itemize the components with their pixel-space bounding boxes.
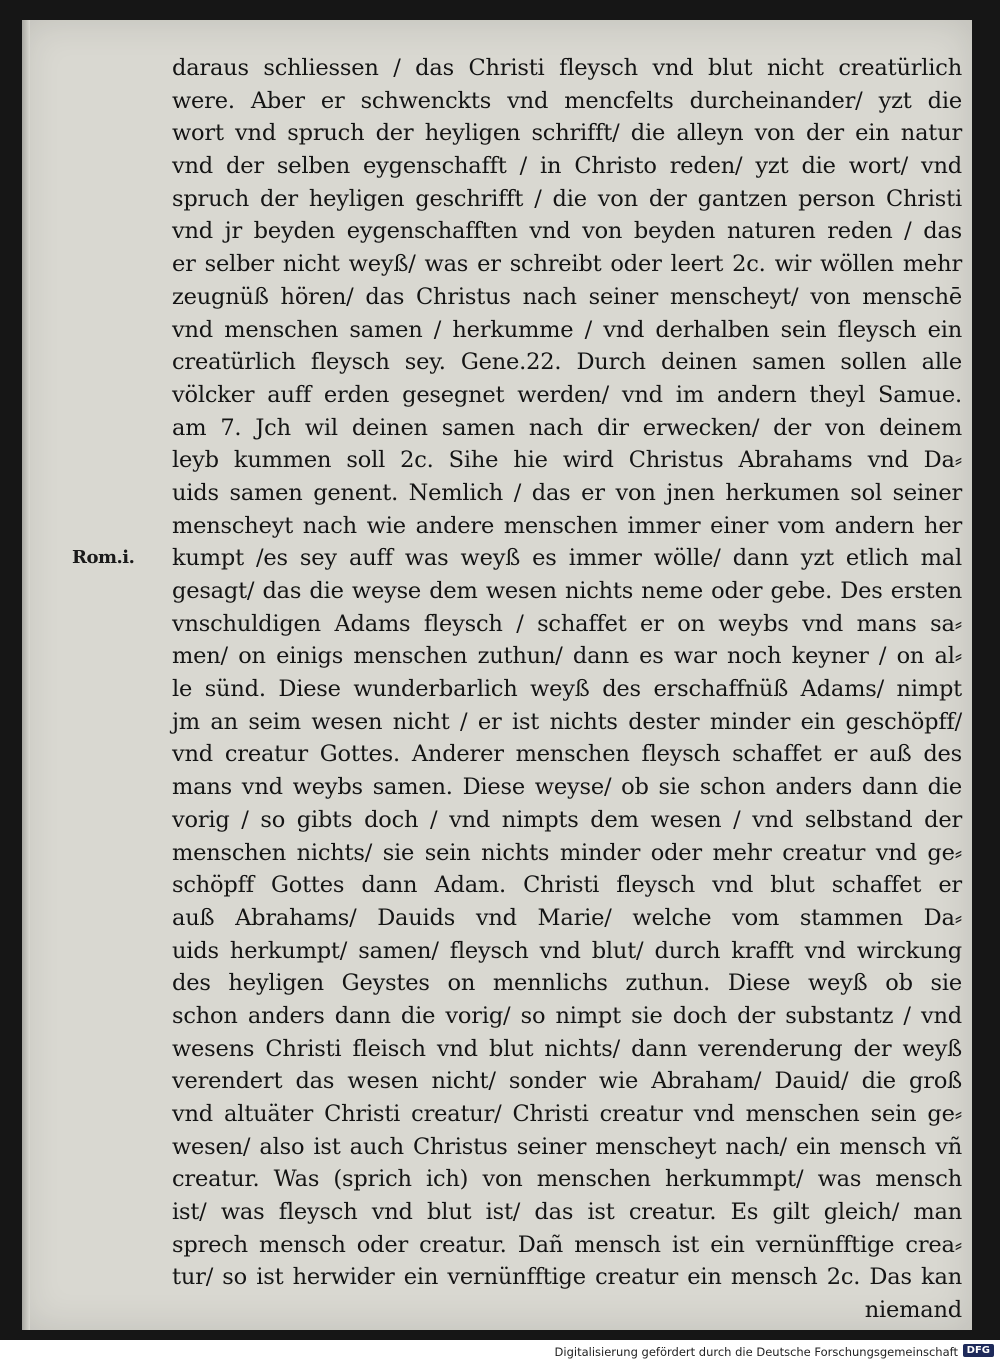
text-line: vnd menschen samen / herkumme / vnd derhalben sein fleysch ein xyxy=(172,316,962,343)
text-line: zeugnüß hören/ das Christus nach seiner menscheyt/ von menschē xyxy=(172,283,962,310)
text-line: creatur. Was (sprich ich) von menschen herkummpt/ was mensch xyxy=(172,1166,962,1193)
text-line: vnd creatur Gottes. Anderer menschen fleysch schaffet er auß des xyxy=(172,741,962,768)
text-line: des heyligen Geystes on mennlichs zuthun. Diese weyß ob sie xyxy=(172,970,962,997)
text-line: wesens Christi fleisch vnd blut nichts/ dann verenderung der weyß xyxy=(172,1035,962,1062)
footer-credit: Digitalisierung gefördert durch die Deutsche Forschungsgemeinschaft xyxy=(554,1345,958,1359)
text-line: wort vnd spruch der heyligen schrifft/ die alleyn von der ein natur xyxy=(172,120,962,147)
text-line: creatürlich fleysch sey. Gene.22. Durch deinen samen sollen alle xyxy=(172,349,962,376)
text-line: were. Aber er schwenckts vnd mencfelts durcheinander/ yzt die xyxy=(172,87,962,114)
text-line: men/ on einigs menschen zuthun/ dann es war noch keyner / on al⸗ xyxy=(172,643,962,670)
text-line: vnschuldigen Adams fleysch / schaffet er on weybs vnd mans sa⸗ xyxy=(172,610,962,637)
text-line: menschen nichts/ sie sein nichts minder oder mehr creatur vnd ge⸗ xyxy=(172,839,962,866)
text-line: tur/ so ist herwider ein vernünfftige creatur ein mensch 2c. Das kan xyxy=(172,1264,962,1291)
text-line: verendert das wesen nicht/ sonder wie Abraham/ Dauid/ die groß xyxy=(172,1068,962,1095)
text-line: schon anders dann die vorig/ so nimpt sie doch der substantz / vnd xyxy=(172,1002,962,1029)
text-line: leyb kummen soll 2c. Sihe hie wird Christus Abrahams vnd Da⸗ xyxy=(172,447,962,474)
text-line: wesen/ also ist auch Christus seiner menscheyt nach/ ein mensch vñ xyxy=(172,1133,962,1160)
page-gutter-shadow xyxy=(22,20,30,1330)
text-line: uids samen genent. Nemlich / das er von jnen herkumen sol seiner xyxy=(172,479,962,506)
text-line: am 7. Jch wil deinen samen nach dir erwecken/ der von deinem xyxy=(172,414,962,441)
text-line: schöpff Gottes dann Adam. Christi fleysch vnd blut schaffet er xyxy=(172,872,962,899)
text-line: daraus schliessen / das Christi fleysch vnd blut nicht creatürlich xyxy=(172,55,962,81)
text-line: uids herkumpt/ samen/ fleysch vnd blut/ durch krafft vnd wirckung xyxy=(172,937,962,964)
text-line: er selber nicht weyß/ was er schreibt oder leert 2c. wir wöllen mehr xyxy=(172,251,962,278)
margin-note: Rom.i. xyxy=(72,547,135,568)
text-line: menscheyt nach wie andere menschen immer einer vom andern her xyxy=(172,512,962,539)
text-line: auß Abrahams/ Dauids vnd Marie/ welche vom stammen Da⸗ xyxy=(172,904,962,931)
body-text xyxy=(172,52,962,1327)
text-line: mans vnd weybs samen. Diese weyse/ ob sie schon anders dann die xyxy=(172,774,962,801)
digitization-footer xyxy=(0,1340,1000,1364)
text-line: le sünd. Diese wunderbarlich weyß des erschaffnüß Adams/ nimpt xyxy=(172,676,962,703)
text-line: kumpt /es sey auff was weyß es immer wölle/ dann yzt etlich mal xyxy=(172,545,962,572)
text-line: ist/ was fleysch vnd blut ist/ das ist creatur. Es gilt gleich/ man xyxy=(172,1199,962,1226)
text-line: vorig / so gibts doch / vnd nimpts dem wesen / vnd selbstand der xyxy=(172,806,962,833)
text-line: jm an seim wesen nicht / er ist nichts dester minder ein geschöpff/ xyxy=(172,708,962,735)
text-line: sprech mensch oder creatur. Dañ mensch ist ein vernünfftige crea⸗ xyxy=(172,1231,962,1258)
text-line: vnd jr beyden eygenschafften vnd von beyden naturen reden / das xyxy=(172,218,962,245)
text-line: gesagt/ das die weyse dem wesen nichts neme oder gebe. Des ersten xyxy=(172,578,962,604)
text-line: niemand xyxy=(864,1297,962,1324)
text-line: vnd altuäter Christi creatur/ Christi creatur vnd menschen sein ge⸗ xyxy=(172,1101,962,1127)
text-line: vnd der selben eygenschafft / in Christo reden/ yzt die wort/ vnd xyxy=(172,153,962,180)
text-line: spruch der heyligen geschrifft / die von der gantzen person Christi xyxy=(172,185,962,212)
dfg-logo: DFG xyxy=(963,1344,994,1357)
text-line: völcker auff erden gesegnet werden/ vnd im andern theyl Samue. xyxy=(172,381,962,408)
